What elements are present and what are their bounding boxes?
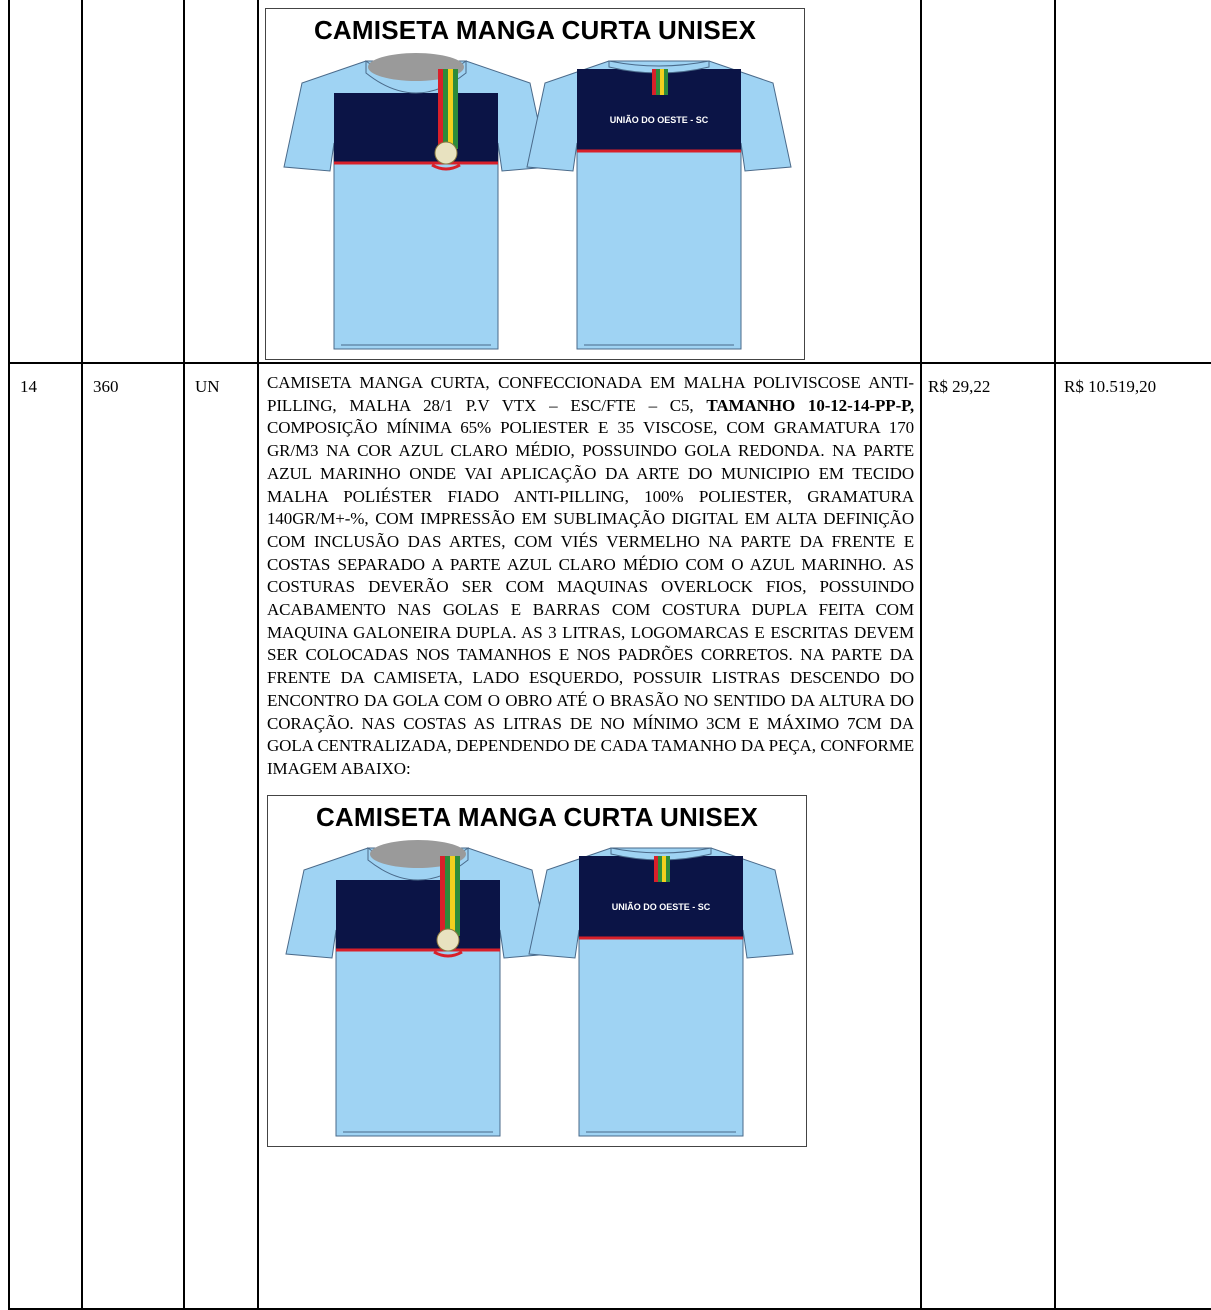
- shirt-front-image: [286, 840, 550, 1136]
- shirt-figure: [265, 8, 805, 360]
- item-quantity: 360: [82, 363, 184, 1309]
- description-cell: [258, 0, 921, 363]
- item-unit: UN: [184, 363, 258, 1309]
- shirt-illustration: [268, 836, 804, 1146]
- unit-price: R$ 29,22: [921, 363, 1055, 1309]
- shirt-back-image: [529, 848, 793, 1136]
- description-part-2: COMPOSIÇÃO MÍNIMA 65% POLIESTER E 35 VISCOSE, COM GRAMATURA 170 GR/M3 NA COR AZUL CLARO MÉDIO, POSSUINDO GOLA REDONDA. NA PARTE AZUL MARINHO ONDE VAI APLICAÇÃO DA ARTE DO MUNICIPIO EM TECIDO MALHA POLIÉSTER FIADO ANTI-PILLING, 100% POLIESTER, GRAMATURA 140GR/M+-%, COM IMPRESSÃO EM SUBLIMAÇÃO DIGITAL EM ALTA DEFINIÇÃO COM INCLUSÃO DAS ARTES, COM VIÉS VERMELHO NA PARTE DA FRENTE E COSTAS SEPARADO A PARTE AZUL CLARO MÉDIO COM O AZUL MARINHO. AS COSTURAS DEVERÃO SER COM MAQUINAS OVERLOCK FIOS, POSSUINDO ACABAMENTO NAS GOLAS E BARRAS COM COSTURA DUPLA FEITA COM MAQUINA GALONEIRA DUPLA. AS 3 LITRAS, LOGOMARCAS E ESCRITAS DEVEM SER COLOCADAS NOS TAMANHOS E NOS PADRÕES CORRETOS. NA PARTE DA FRENTE DA CAMISETA, LADO ESQUERDO, POSSUIR LISTRAS DESCENDO DO ENCONTRO DA GOLA COM O OBRO ATÉ O BRASÃO NO SENTIDO DA ALTURA DO CORAÇÃO. NAS COSTAS AS LITRAS DE NO MÍNIMO 3CM E MÁXIMO 7CM DA GOLA CENTRALIZADA, DEPENDENDO DE CADA TAMANHO DA PEÇA, CONFORME IMAGEM ABAIXO:: [267, 418, 914, 778]
- figure-title: CAMISETA MANGA CURTA UNISEX: [313, 15, 757, 45]
- back-print-text: UNIÃO DO OESTE - SC: [611, 901, 711, 912]
- unit-cell: [184, 0, 258, 363]
- item-cell: [9, 0, 82, 363]
- shirt-back-image: [527, 61, 791, 349]
- item-table: [8, 0, 1211, 1310]
- table-row: [9, 0, 1211, 363]
- description-text: [267, 372, 914, 781]
- unit-price-cell: [921, 0, 1055, 363]
- description-part-1: CAMISETA MANGA CURTA, CONFECCIONADA EM MALHA POLIVISCOSE ANTI-PILLING, MALHA 28/1 P.V VTX – ESC/FTE – C5,: [267, 373, 914, 415]
- table-row: [9, 363, 1211, 1309]
- total-price: R$ 10.519,20: [1055, 363, 1211, 1309]
- description-size-bold: TAMANHO 10-12-14-PP-P,: [706, 395, 915, 415]
- item-description: [258, 363, 921, 1309]
- quantity-cell: [82, 0, 184, 363]
- shirt-front-image: [284, 53, 548, 349]
- shirt-illustration: [266, 49, 802, 359]
- figure-title: CAMISETA MANGA CURTA UNISEX: [315, 801, 759, 832]
- total-price-cell: [1055, 0, 1211, 363]
- item-number: 14: [9, 363, 82, 1309]
- shirt-figure: [267, 795, 807, 1147]
- back-print-text: UNIÃO DO OESTE - SC: [609, 115, 709, 125]
